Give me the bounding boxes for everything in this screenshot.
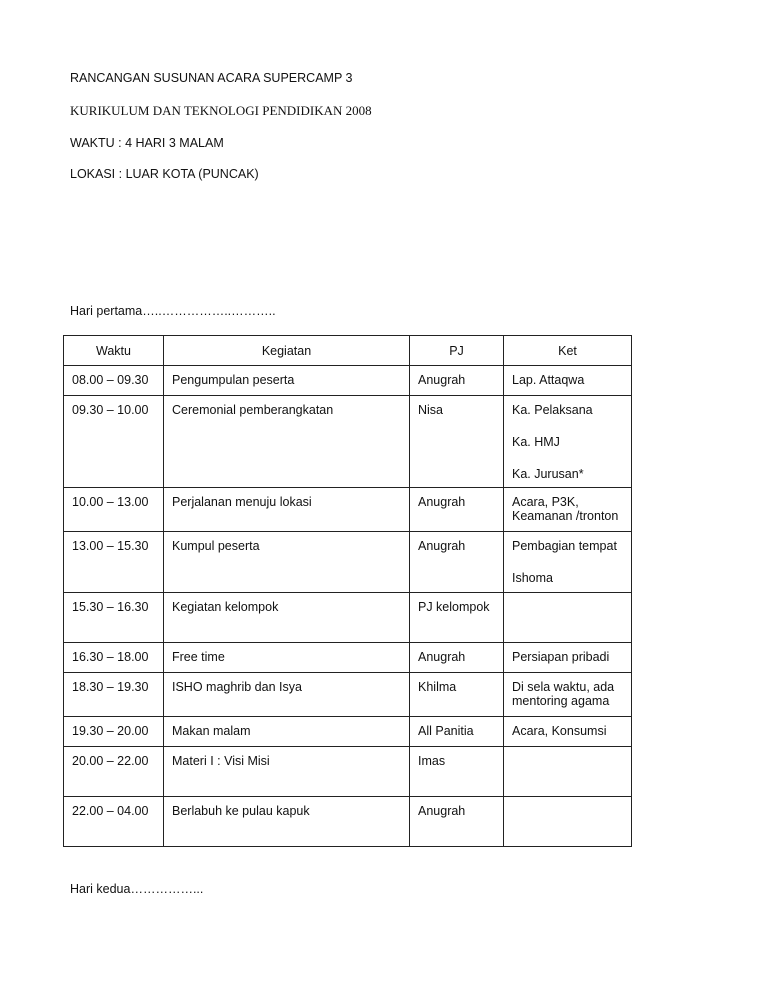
cell-kegiatan: ISHO maghrib dan Isya — [164, 673, 410, 717]
document-title: RANCANGAN SUSUNAN ACARA SUPERCAMP 3 — [70, 71, 353, 85]
ket-line: Ka. Jurusan* — [512, 467, 584, 481]
table-row — [64, 673, 632, 717]
cell-waktu: 08.00 – 09.30 — [64, 366, 164, 396]
table-row — [64, 396, 632, 488]
day-two-label: Hari kedua……………... — [70, 882, 204, 896]
cell-ket — [504, 593, 632, 643]
cell-waktu: 19.30 – 20.00 — [64, 717, 164, 747]
cell-kegiatan: Pengumpulan peserta — [164, 366, 410, 396]
cell-ket — [504, 797, 632, 847]
cell-kegiatan: Ceremonial pemberangkatan — [164, 396, 410, 488]
cell-waktu: 22.00 – 04.00 — [64, 797, 164, 847]
cell-waktu: 10.00 – 13.00 — [64, 488, 164, 532]
table-row — [64, 717, 632, 747]
ket-line: Acara, Konsumsi — [512, 724, 607, 738]
cell-kegiatan: Free time — [164, 643, 410, 673]
cell-ket — [504, 717, 632, 747]
schedule-table — [63, 335, 632, 847]
cell-pj: All Panitia — [410, 717, 504, 747]
cell-kegiatan: Materi I : Visi Misi — [164, 747, 410, 797]
table-row — [64, 797, 632, 847]
cell-pj: Nisa — [410, 396, 504, 488]
ket-line: Acara, P3K, Keamanan /tronton — [512, 495, 619, 523]
table-row — [64, 747, 632, 797]
cell-waktu: 09.30 – 10.00 — [64, 396, 164, 488]
cell-pj: PJ kelompok — [410, 593, 504, 643]
duration-line: WAKTU : 4 HARI 3 MALAM — [70, 136, 224, 150]
cell-ket — [504, 643, 632, 673]
cell-ket — [504, 488, 632, 532]
cell-kegiatan: Makan malam — [164, 717, 410, 747]
cell-pj: Anugrah — [410, 488, 504, 532]
day-one-label: Hari pertama…..……………..……….. — [70, 304, 276, 318]
cell-waktu: 20.00 – 22.00 — [64, 747, 164, 797]
table-header-row — [64, 336, 632, 366]
cell-ket — [504, 396, 632, 488]
table-row — [64, 532, 632, 593]
ket-line: Pembagian tempat — [512, 539, 617, 553]
ket-line: Ka. HMJ — [512, 435, 560, 449]
cell-ket — [504, 532, 632, 593]
cell-kegiatan: Perjalanan menuju lokasi — [164, 488, 410, 532]
table-row — [64, 366, 632, 396]
ket-line: Persiapan pribadi — [512, 650, 610, 664]
table-row — [64, 488, 632, 532]
cell-pj: Anugrah — [410, 366, 504, 396]
cell-ket — [504, 366, 632, 396]
cell-pj: Anugrah — [410, 532, 504, 593]
ket-line: Di sela waktu, ada mentoring agama — [512, 680, 615, 708]
ket-line: Ka. Pelaksana — [512, 403, 593, 417]
header-waktu: Waktu — [64, 336, 164, 366]
location-line: LOKASI : LUAR KOTA (PUNCAK) — [70, 167, 259, 181]
table-row — [64, 593, 632, 643]
ket-line: Ishoma — [512, 571, 553, 585]
cell-ket — [504, 747, 632, 797]
header-pj: PJ — [410, 336, 504, 366]
cell-pj: Anugrah — [410, 643, 504, 673]
cell-kegiatan: Berlabuh ke pulau kapuk — [164, 797, 410, 847]
cell-waktu: 16.30 – 18.00 — [64, 643, 164, 673]
cell-kegiatan: Kumpul peserta — [164, 532, 410, 593]
cell-waktu: 15.30 – 16.30 — [64, 593, 164, 643]
header-ket: Ket — [504, 336, 632, 366]
cell-ket — [504, 673, 632, 717]
header-kegiatan: Kegiatan — [164, 336, 410, 366]
table-row — [64, 643, 632, 673]
cell-waktu: 18.30 – 19.30 — [64, 673, 164, 717]
cell-waktu: 13.00 – 15.30 — [64, 532, 164, 593]
cell-pj: Anugrah — [410, 797, 504, 847]
cell-kegiatan: Kegiatan kelompok — [164, 593, 410, 643]
cell-pj: Imas — [410, 747, 504, 797]
ket-line: Lap. Attaqwa — [512, 373, 585, 387]
cell-pj: Khilma — [410, 673, 504, 717]
document-subtitle: KURIKULUM DAN TEKNOLOGI PENDIDIKAN 2008 — [70, 103, 372, 118]
